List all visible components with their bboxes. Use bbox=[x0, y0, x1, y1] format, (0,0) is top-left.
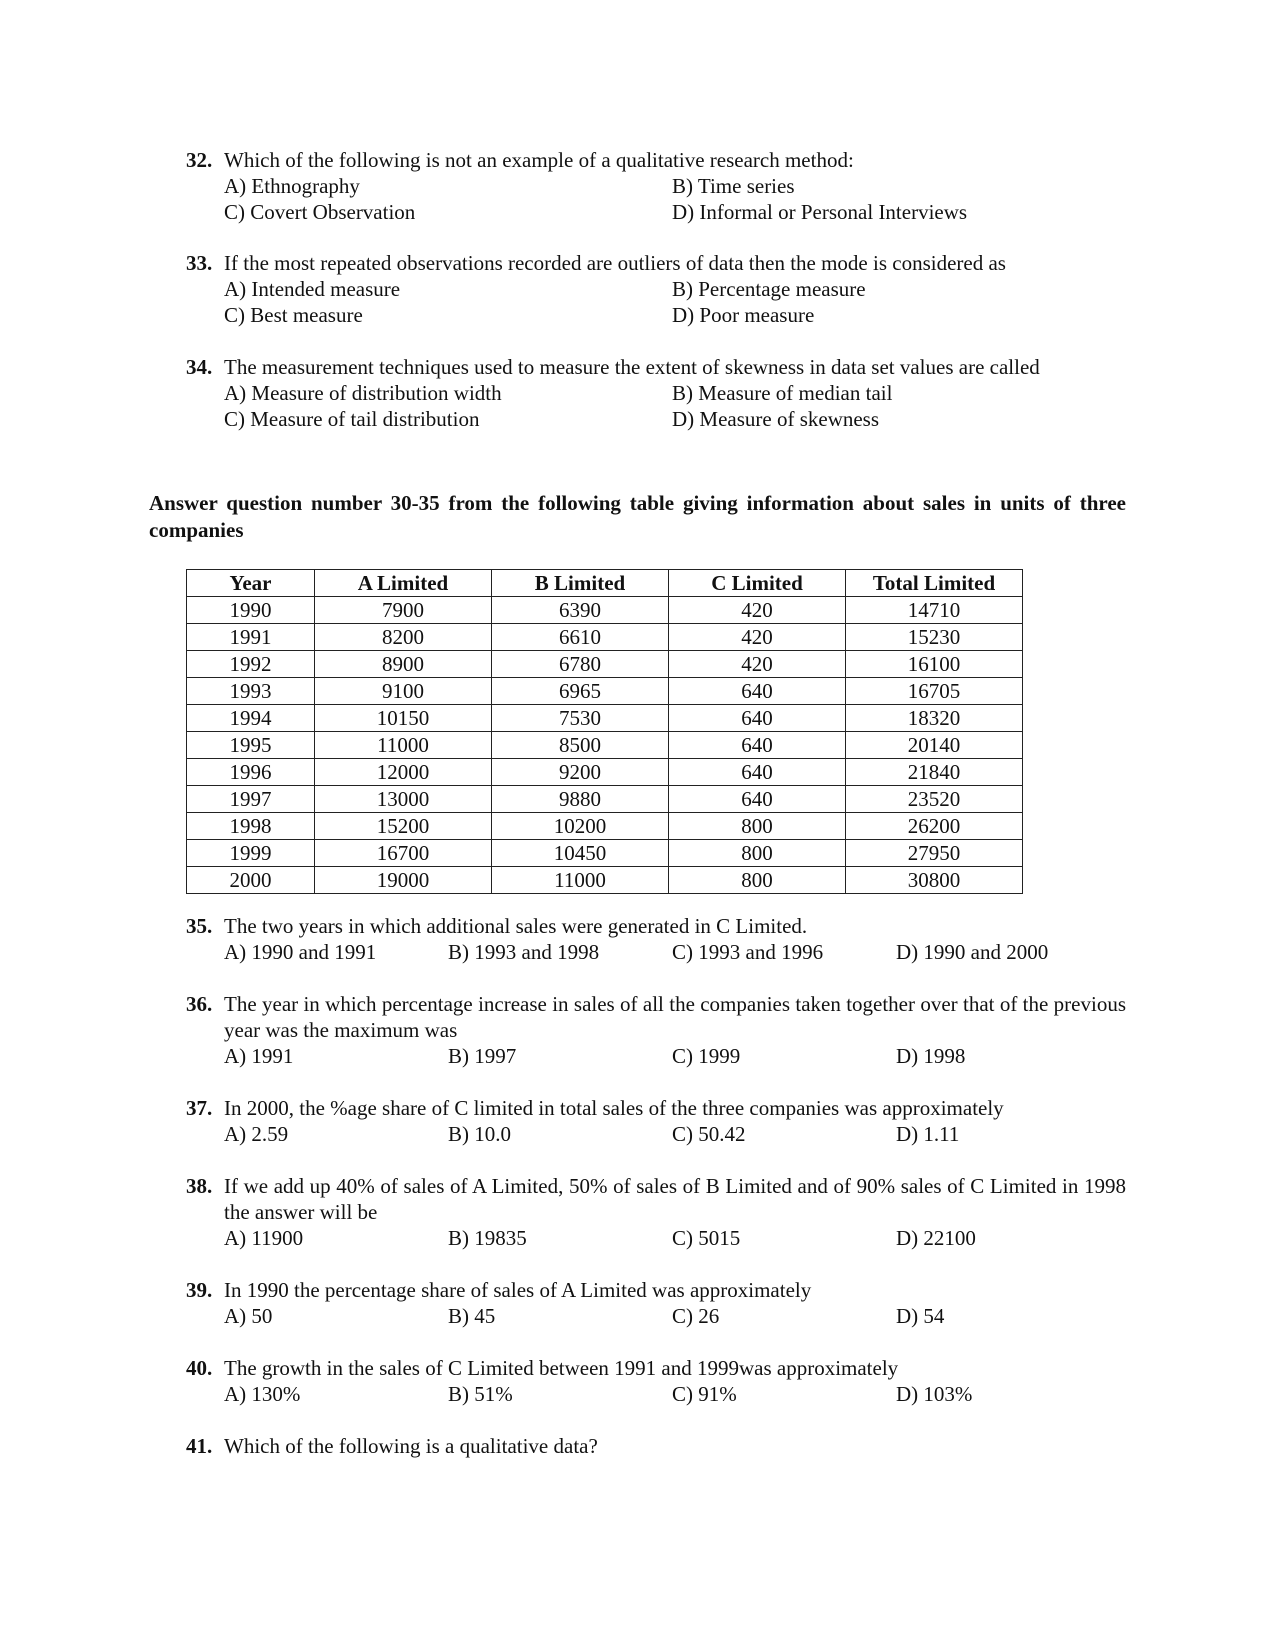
question-33 bbox=[186, 250, 1126, 328]
header-c-limited: C Limited bbox=[669, 570, 846, 597]
question-stem bbox=[186, 147, 1126, 173]
option-a: A) Ethnography bbox=[224, 174, 360, 198]
option-a: A) 1990 and 1991 bbox=[224, 940, 377, 964]
table-cell: 26200 bbox=[846, 813, 1023, 840]
option-b: B) Measure of median tail bbox=[672, 381, 893, 405]
table-cell: 1996 bbox=[187, 759, 315, 786]
option-d: D) 1990 and 2000 bbox=[896, 940, 1049, 964]
table-cell: 27950 bbox=[846, 840, 1023, 867]
options-row bbox=[186, 173, 1126, 199]
table-cell: 6390 bbox=[492, 597, 669, 624]
header-b-limited: B Limited bbox=[492, 570, 669, 597]
options-row bbox=[186, 1381, 1126, 1407]
table-cell: 10450 bbox=[492, 840, 669, 867]
table-row bbox=[187, 786, 1023, 813]
table-cell: 1990 bbox=[187, 597, 315, 624]
question-number: 38. bbox=[186, 1174, 213, 1198]
options-row bbox=[186, 276, 1126, 302]
table-cell: 23520 bbox=[846, 786, 1023, 813]
table-row bbox=[187, 867, 1023, 894]
table-cell: 420 bbox=[669, 651, 846, 678]
table-row bbox=[187, 597, 1023, 624]
table-cell: 1997 bbox=[187, 786, 315, 813]
table-cell: 640 bbox=[669, 732, 846, 759]
option-d: D) 54 bbox=[896, 1304, 945, 1328]
table-cell: 11000 bbox=[315, 732, 492, 759]
question-40 bbox=[186, 1355, 1126, 1407]
table-cell: 15230 bbox=[846, 624, 1023, 651]
table-cell: 6610 bbox=[492, 624, 669, 651]
table-cell: 6780 bbox=[492, 651, 669, 678]
header-a-limited: A Limited bbox=[315, 570, 492, 597]
options-row bbox=[186, 199, 1126, 225]
table-cell: 12000 bbox=[315, 759, 492, 786]
option-a: A) 11900 bbox=[224, 1226, 304, 1250]
table-cell: 7530 bbox=[492, 705, 669, 732]
table-body bbox=[187, 597, 1023, 894]
question-text: In 2000, the %age share of C limited in total sales of the three companies was approximately bbox=[224, 1096, 1004, 1120]
option-c: C) 1993 and 1996 bbox=[672, 940, 824, 964]
question-number: 32. bbox=[186, 148, 213, 172]
option-a: A) 50 bbox=[224, 1304, 273, 1328]
question-number: 40. bbox=[186, 1356, 213, 1380]
header-total-limited: Total Limited bbox=[846, 570, 1023, 597]
table-cell: 9200 bbox=[492, 759, 669, 786]
table-cell: 16100 bbox=[846, 651, 1023, 678]
table-cell: 420 bbox=[669, 624, 846, 651]
option-c: C) 5015 bbox=[672, 1226, 741, 1250]
question-stem bbox=[186, 354, 1126, 380]
table-cell: 13000 bbox=[315, 786, 492, 813]
option-d: D) Informal or Personal Interviews bbox=[672, 200, 968, 224]
table-cell: 1991 bbox=[187, 624, 315, 651]
options-row bbox=[186, 380, 1126, 406]
options-row bbox=[186, 1225, 1126, 1251]
question-number: 35. bbox=[186, 914, 213, 938]
table-cell: 2000 bbox=[187, 867, 315, 894]
table-cell: 19000 bbox=[315, 867, 492, 894]
table-cell: 16705 bbox=[846, 678, 1023, 705]
question-37 bbox=[186, 1095, 1126, 1147]
table-cell: 1994 bbox=[187, 705, 315, 732]
table-cell: 800 bbox=[669, 840, 846, 867]
table-row bbox=[187, 732, 1023, 759]
question-stem bbox=[186, 1277, 1126, 1303]
option-c: C) 26 bbox=[672, 1304, 720, 1328]
table-cell: 15200 bbox=[315, 813, 492, 840]
table-row bbox=[187, 678, 1023, 705]
table-header-row bbox=[187, 570, 1023, 597]
table-cell: 640 bbox=[669, 678, 846, 705]
table-cell: 16700 bbox=[315, 840, 492, 867]
question-39 bbox=[186, 1277, 1126, 1329]
question-stem bbox=[186, 1173, 1126, 1225]
option-a: A) Intended measure bbox=[224, 277, 401, 301]
question-text: The two years in which additional sales were generated in C Limited. bbox=[224, 914, 808, 938]
option-a: A) 2.59 bbox=[224, 1122, 289, 1146]
options-row bbox=[186, 939, 1126, 965]
option-c: C) Covert Observation bbox=[224, 200, 416, 224]
table-cell: 1999 bbox=[187, 840, 315, 867]
table-cell: 20140 bbox=[846, 732, 1023, 759]
option-b: B) 45 bbox=[448, 1304, 496, 1328]
table-cell: 640 bbox=[669, 705, 846, 732]
option-b: B) 19835 bbox=[448, 1226, 527, 1250]
table-instruction: Answer question number 30-35 from the following table giving information about sales in units of three companies bbox=[149, 491, 1126, 542]
question-41 bbox=[186, 1433, 1126, 1459]
option-b: B) Percentage measure bbox=[672, 277, 866, 301]
table-cell: 14710 bbox=[846, 597, 1023, 624]
option-a: A) Measure of distribution width bbox=[224, 381, 502, 405]
table-row bbox=[187, 651, 1023, 678]
table-row bbox=[187, 759, 1023, 786]
table-cell: 9100 bbox=[315, 678, 492, 705]
question-text: If the most repeated observations recorded are outliers of data then the mode is considered as bbox=[224, 251, 1006, 275]
table-cell: 8900 bbox=[315, 651, 492, 678]
table-cell: 640 bbox=[669, 786, 846, 813]
table-cell: 7900 bbox=[315, 597, 492, 624]
table-cell: 10150 bbox=[315, 705, 492, 732]
table-cell: 6965 bbox=[492, 678, 669, 705]
question-stem bbox=[186, 1355, 1126, 1381]
question-number: 34. bbox=[186, 355, 213, 379]
options-row bbox=[186, 1121, 1126, 1147]
option-d: D) 1998 bbox=[896, 1044, 966, 1068]
question-number: 33. bbox=[186, 251, 213, 275]
question-stem bbox=[186, 1095, 1126, 1121]
table-cell: 640 bbox=[669, 759, 846, 786]
question-text: The year in which percentage increase in sales of all the companies taken together over that of the previous year was the maximum was bbox=[224, 992, 1126, 1042]
option-c: C) Best measure bbox=[224, 303, 363, 327]
table-cell: 1995 bbox=[187, 732, 315, 759]
question-stem bbox=[186, 1433, 1126, 1459]
option-a: A) 1991 bbox=[224, 1044, 294, 1068]
question-32 bbox=[186, 147, 1126, 225]
table-cell: 800 bbox=[669, 867, 846, 894]
question-text: Which of the following is not an example of a qualitative research method: bbox=[224, 148, 854, 172]
table-cell: 1998 bbox=[187, 813, 315, 840]
option-b: B) 1993 and 1998 bbox=[448, 940, 600, 964]
table-cell: 30800 bbox=[846, 867, 1023, 894]
options-row bbox=[186, 302, 1126, 328]
table-cell: 21840 bbox=[846, 759, 1023, 786]
table-row bbox=[187, 705, 1023, 732]
option-b: B) 10.0 bbox=[448, 1122, 511, 1146]
option-d: D) Poor measure bbox=[672, 303, 815, 327]
table-row bbox=[187, 840, 1023, 867]
question-36 bbox=[186, 991, 1126, 1069]
question-stem bbox=[186, 913, 1126, 939]
question-38 bbox=[186, 1173, 1126, 1251]
table-cell: 800 bbox=[669, 813, 846, 840]
sales-table bbox=[186, 569, 1023, 894]
table-cell: 8500 bbox=[492, 732, 669, 759]
question-34 bbox=[186, 354, 1126, 432]
question-text: The measurement techniques used to measure the extent of skewness in data set values are called bbox=[224, 355, 1040, 379]
option-c: C) 50.42 bbox=[672, 1122, 746, 1146]
question-text: If we add up 40% of sales of A Limited, 50% of sales of B Limited and of 90% sales of C Limited in 1998 the answer will be bbox=[224, 1174, 1126, 1224]
option-b: B) 51% bbox=[448, 1382, 513, 1406]
option-d: D) 22100 bbox=[896, 1226, 976, 1250]
table-row bbox=[187, 624, 1023, 651]
question-number: 36. bbox=[186, 992, 213, 1016]
option-a: A) 130% bbox=[224, 1382, 301, 1406]
question-stem bbox=[186, 991, 1126, 1043]
option-b: B) Time series bbox=[672, 174, 795, 198]
header-year: Year bbox=[187, 570, 315, 597]
question-stem bbox=[186, 250, 1126, 276]
option-d: D) 103% bbox=[896, 1382, 973, 1406]
option-b: B) 1997 bbox=[448, 1044, 517, 1068]
option-c: C) 91% bbox=[672, 1382, 737, 1406]
table-cell: 1992 bbox=[187, 651, 315, 678]
table-cell: 11000 bbox=[492, 867, 669, 894]
table-cell: 8200 bbox=[315, 624, 492, 651]
options-row bbox=[186, 406, 1126, 432]
option-c: C) Measure of tail distribution bbox=[224, 407, 480, 431]
question-text: The growth in the sales of C Limited between 1991 and 1999was approximately bbox=[224, 1356, 899, 1380]
option-d: D) Measure of skewness bbox=[672, 407, 880, 431]
question-number: 39. bbox=[186, 1278, 213, 1302]
table-row bbox=[187, 813, 1023, 840]
question-text: In 1990 the percentage share of sales of A Limited was approximately bbox=[224, 1278, 812, 1302]
options-row bbox=[186, 1043, 1126, 1069]
table-cell: 9880 bbox=[492, 786, 669, 813]
options-row bbox=[186, 1303, 1126, 1329]
table-cell: 420 bbox=[669, 597, 846, 624]
table-cell: 10200 bbox=[492, 813, 669, 840]
question-35 bbox=[186, 913, 1126, 965]
option-c: C) 1999 bbox=[672, 1044, 741, 1068]
question-number: 37. bbox=[186, 1096, 213, 1120]
option-d: D) 1.11 bbox=[896, 1122, 960, 1146]
question-text: Which of the following is a qualitative data? bbox=[224, 1434, 598, 1458]
question-number: 41. bbox=[186, 1434, 213, 1458]
table-cell: 1993 bbox=[187, 678, 315, 705]
table-cell: 18320 bbox=[846, 705, 1023, 732]
